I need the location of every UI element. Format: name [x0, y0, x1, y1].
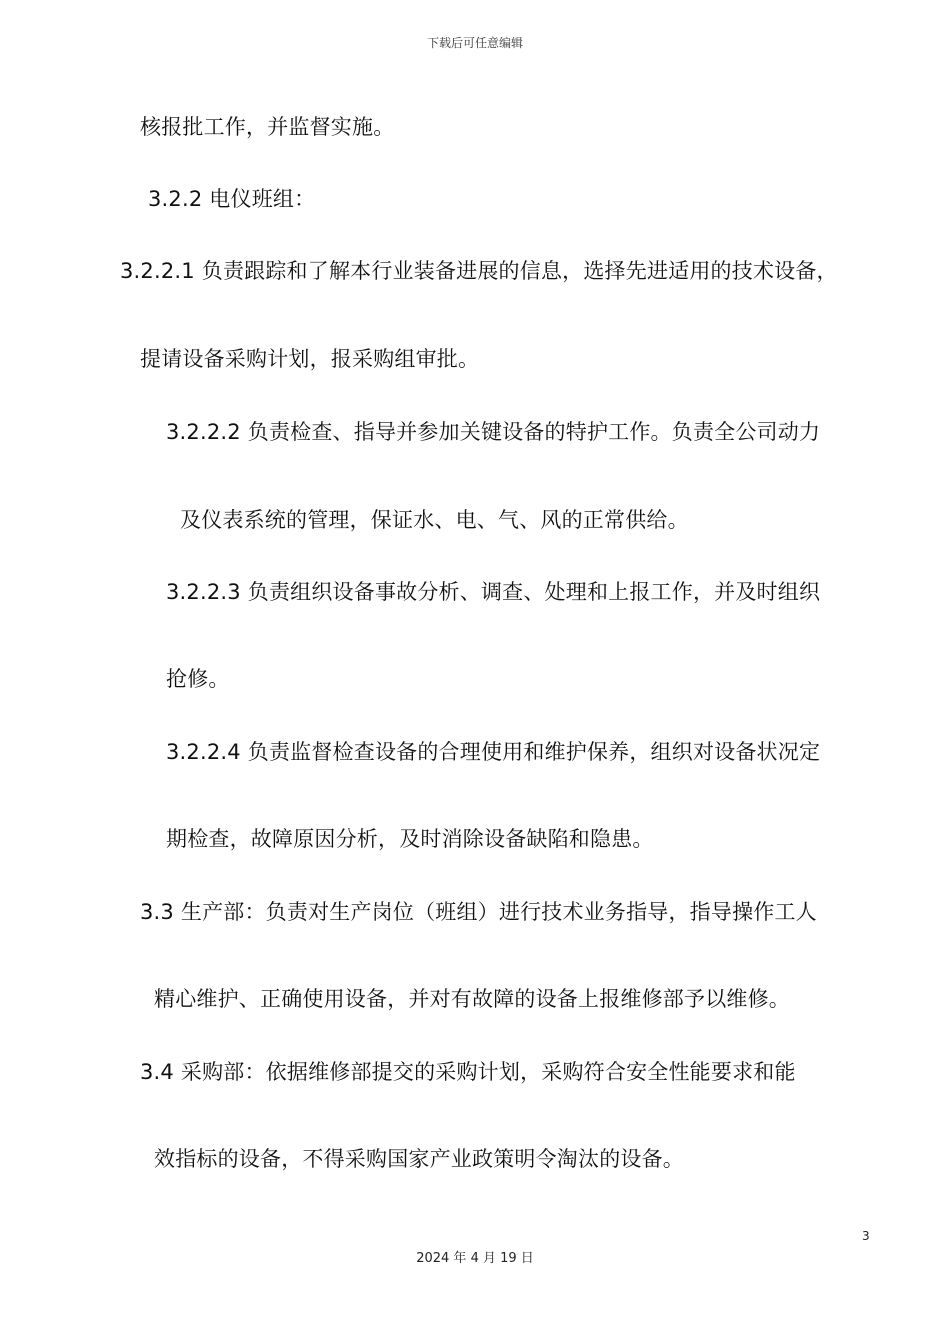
text-line: 提请设备采购计划，报采购组审批。	[140, 347, 480, 371]
page-number: 3	[862, 1229, 870, 1243]
text-line: 期检查，故障原因分析，及时消除设备缺陷和隐患。	[166, 827, 654, 851]
section-heading: 3.2.2 电仪班组：	[148, 187, 316, 211]
footer-date: 2024 年 4 月 19 日	[416, 1251, 534, 1266]
text-line: 3.2.2.2 负责检查、指导并参加关键设备的特护工作。负责全公司动力	[166, 420, 821, 444]
text-line: 3.3 生产部：负责对生产岗位（班组）进行技术业务指导，指导操作工人	[140, 900, 817, 924]
header-note: 下载后可任意编辑	[426, 36, 523, 50]
text-line: 3.2.2.1 负责跟踪和了解本行业装备进展的信息，选择先进适用的技术设备，	[120, 259, 838, 283]
text-line: 3.4 采购部：依据维修部提交的采购计划，采购符合安全性能要求和能	[140, 1060, 796, 1084]
text-line: 核报批工作，并监督实施。	[140, 115, 395, 139]
text-line: 及仪表系统的管理，保证水、电、气、风的正常供给。	[180, 508, 689, 532]
text-line: 精心维护、正确使用设备，并对有故障的设备上报维修部予以维修。	[154, 987, 790, 1011]
text-line: 抢修。	[166, 667, 230, 691]
text-line: 3.2.2.3 负责组织设备事故分析、调查、处理和上报工作，并及时组织	[166, 580, 821, 604]
text-line: 效指标的设备，不得采购国家产业政策明令淘汰的设备。	[154, 1147, 684, 1171]
text-line: 3.2.2.4 负责监督检查设备的合理使用和维护保养，组织对设备状况定	[166, 740, 821, 764]
